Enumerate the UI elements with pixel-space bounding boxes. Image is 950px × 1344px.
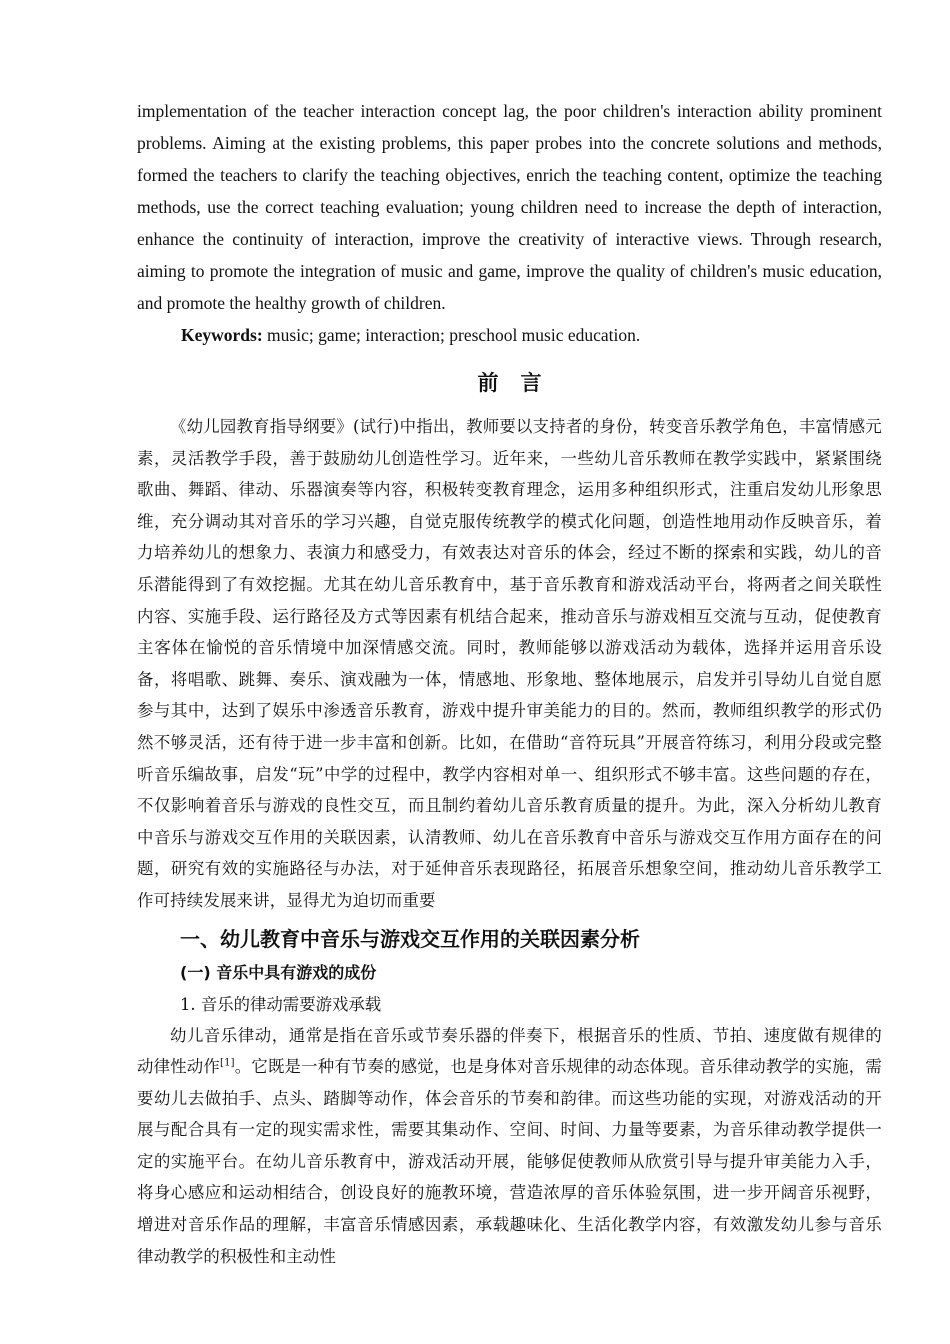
item-1-heading: 1. 音乐的律动需要游戏承载 xyxy=(180,994,382,1014)
paragraph-text-part-2: 。它既是一种有节奏的感觉，也是身体对音乐规律的动态体现。音乐律动教学的实施，需要幼儿去做拍手、点头、踏脚等动作，体会音乐的节奏和韵律。而这些功能的实现，对游戏活动的开展与配合具有一定的现实需求性，需要其集动作、空间、时间、力量等要素，为音乐律动教学提供一定的实施平台。在幼儿音乐教育中，游戏活动开展，能够促使教师从欣赏引导与提升审美能力入手，将身心感应和运动相结合，创设良好的施教环境，营造浓厚的音乐体验氛围，进一步开阔音乐视野，增进对音乐作品的理解，丰富音乐情感因素，承载趣味化、生活化教学内容，有效激发幼儿参与音乐律动教学的积极性和主动性 xyxy=(137,1057,882,1266)
preface-heading: 前言 xyxy=(477,370,564,395)
document-page xyxy=(137,95,882,1272)
keywords-text: music; game; interaction; preschool music education. xyxy=(262,325,641,345)
citation-ref[interactable]: [1] xyxy=(219,1057,235,1069)
paragraph-text-part-1: 幼儿音乐律动，通常是指在音乐或节奏乐器的伴奏下，根据音乐的性质、节拍、速度做有规律的动律性动作 xyxy=(137,1025,882,1077)
keywords-line xyxy=(137,319,882,351)
section-1-heading: 一、幼儿教育中音乐与游戏交互作用的关联因素分析 xyxy=(180,926,640,951)
abstract-english-tail: implementation of the teacher interaction concept lag, the poor children's interaction ability prominent problems. Aiming at the existing problems, this paper probes into the concrete solutions and methods, formed the teachers to clarify the teaching objectives, enrich the teaching content, optimize the teaching methods, use the correct teaching evaluation; young children need to increase the depth of interaction, enhance the continuity of interaction, improve the creativity of interactive views. Through research, aiming to promote the integration of music and game, improve the quality of children's music education, and promote the healthy growth of children. xyxy=(137,101,882,313)
keywords-label: Keywords: xyxy=(181,325,263,345)
section-1-paragraph xyxy=(137,1020,882,1273)
subsection-1-heading: (一) 音乐中具有游戏的成份 xyxy=(180,962,377,982)
preface-paragraph: 《幼儿园教育指导纲要》(试行)中指出，教师要以支持者的身份，转变音乐教学角色，丰富情感元素，灵活教学手段，善于鼓励幼儿创造性学习。近年来，一些幼儿音乐教师在教学实践中，紧紧围绕歌曲、舞蹈、律动、乐器演奏等内容，积极转变教育理念，运用多种组织形式，注重启发幼儿形象思维，充分调动其对音乐的学习兴趣，自觉克服传统教学的模式化问题，创造性地用动作反映音乐，着力培养幼儿的想象力、表演力和感受力，有效表达对音乐的体会，经过不断的探索和实践，幼儿的音乐潜能得到了有效挖掘。尤其在幼儿音乐教育中，基于音乐教育和游戏活动平台，将两者之间关联性内容、实施手段、运行路径及方式等因素有机结合起来，推动音乐与游戏相互交流与互动，促使教育主客体在愉悦的音乐情境中加深情感交流。同时，教师能够以游戏活动为载体，选择并运用音乐设备，将唱歌、跳舞、奏乐、演戏融为一体，情感地、形象地、整体地展示，启发并引导幼儿自觉自愿参与其中，达到了娱乐中渗透音乐教育，游戏中提升审美能力的目的。然而，教师组织教学的形式仍然不够灵活，还有待于进一步丰富和创新。比如，在借助“音符玩具”开展音符练习，利用分段或完整听音乐编故事，启发“玩”中学的过程中，教学内容相对单一、组织形式不够丰富。这些问题的存在，不仅影响着音乐与游戏的良性交互，而且制约着幼儿音乐教育质量的提升。为此，深入分析幼儿教育中音乐与游戏交互作用的关联因素，认清教师、幼儿在音乐教育中音乐与游戏交互作用方面存在的问题，研究有效的实施路径与办法，对于延伸音乐表现路径，拓展音乐想象空间，推动幼儿音乐教学工作可持续发展来讲，显得尤为迫切而重要 xyxy=(137,417,882,910)
